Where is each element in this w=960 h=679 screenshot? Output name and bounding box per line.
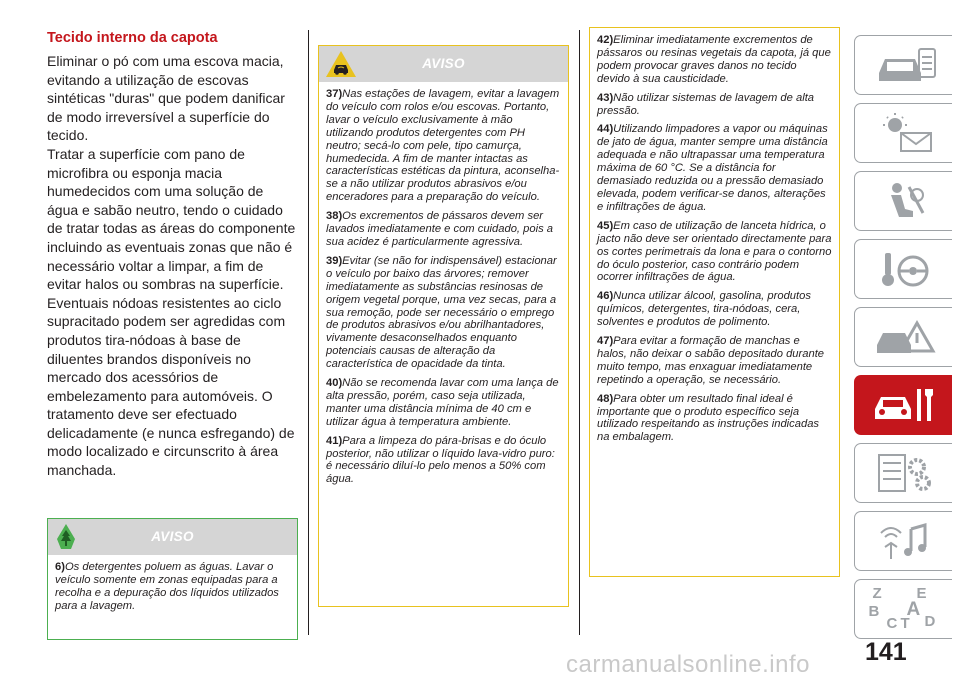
index-letter: B [868, 603, 880, 620]
tab-safety[interactable] [854, 171, 952, 231]
tab-maintenance[interactable] [854, 375, 952, 435]
multimedia-icon [869, 519, 939, 563]
box-title: AVISO [151, 529, 194, 544]
paragraph: Eliminar o pó com uma escova macia, evitando a utilização de escovas sintéticas "duras" que podem danificar de modo irreversível a superfície do tecido. [47, 53, 285, 144]
index-letter: Z [872, 585, 882, 602]
index-letter: E [916, 585, 927, 602]
caution-box-continued [589, 27, 840, 577]
section-title: Tecido interno da capota [47, 30, 218, 46]
car-dashboard-icon [869, 43, 939, 87]
note-item: 46)Nunca utilizar álcool, gasolina, produtos químicos, detergentes, tira-nódoas, cera, solventes e produtos de polimento. [597, 290, 811, 329]
paragraph: Tratar a superfície com pano de microfibra ou esponja macia humedecidos com uma solução de água e sabão neutro, tendo o cuidado de tratar todas as áreas do componente incluindo as eventuais zonas que não é necessário voltar a limpar, a fim de evitar halos ou sombras na superfície. [47, 145, 296, 293]
index-letter: T [900, 615, 910, 632]
note-item: 38)Os excrementos de pássaros devem ser lavados imediatamente e com cuidado, pois a sua acidez é particularmente agressiva. [326, 210, 553, 248]
paragraph: Eventuais nódoas resistentes ao ciclo supracitado podem ser agredidas com produtos tira-nódoas à base de diluentes brandos disponíveis no mercado dos acessórios de embelezamento para automóveis. O tratamento deve ser efectuado delicadamente (e nunca esfregando) de modo localizado e circunscrito à área manchada. [47, 294, 295, 479]
index-letters-icon [869, 585, 939, 633]
note-item: 42)Eliminar imediatamente excrementos de pássaros ou resinas vegetais da capota, já que podem provocar graves danos no tecido devido à sua causticidade. [597, 34, 831, 85]
note-item: 48)Para obter um resultado final ideal é importante que o produto específico seja utilizado respeitando as instruções indicadas na embalagem. [597, 392, 820, 444]
note-item: 45)Em caso de utilização de lanceta hídrica, o jacto não deve ser orientado directamente para os cortes perimetrais da lona e para o contorno do óculo posterior, caso contrário podem ocorrer infiltrações de água. [597, 219, 832, 284]
tab-technical-data[interactable] [854, 443, 952, 503]
note-item: 6)Os detergentes poluem as águas. Lavar o veículo somente em zonas equipadas para a recolha e a depuração dos líquidos utilizados para a lavagem. [55, 561, 279, 612]
note-item: 39)Evitar (se não for indispensável) estacionar o veículo por baixo das árvores; remover imediatamente as substâncias resinosas de origem vegetal porque, uma vez secas, para a sua remoção, pode ser necessário o emprego de produtos abrasivos e/ou abrilhantadores, vivamente desaconselhados enquanto potenciais causas de alteração da característica de opacidade da tinta. [326, 254, 557, 371]
box-header [319, 46, 568, 82]
tab-lights-messages[interactable] [854, 103, 952, 163]
key-steering-wheel-icon [869, 247, 939, 291]
tab-dashboard[interactable] [854, 35, 952, 95]
specs-gears-icon [869, 451, 939, 495]
tab-multimedia[interactable] [854, 511, 952, 571]
caution-box [318, 45, 569, 607]
note-item: 37)Nas estações de lavagem, evitar a lavagem do veículo com rolos e/ou escovas. Portanto, lavar o veículo exclusivamente à mão utilizando produtos detergentes com PH neutro; secá-lo com pele, tipo camurça, humedecida. A fim de manter intactas as características estéticas da pintura, aconselha-se a não utilizar produtos abrasivos e/ou enceradores para a preparação do veículo. [326, 88, 560, 204]
index-letter: A [906, 599, 921, 620]
box-title: AVISO [422, 56, 465, 71]
index-letter: D [924, 613, 936, 630]
environment-warning-box [47, 518, 298, 640]
tab-emergency[interactable] [854, 307, 952, 367]
index-letter: C [886, 615, 898, 632]
page-number: 141 [865, 638, 907, 666]
note-item: 44)Utilizando limpadores a vapor ou máquinas de jato de água, manter sempre uma distância adequada e não ultrapassar uma temperatura máxima de 60 °C. Se a distância for demasiado reduzida ou a pressão demasiado elevada, podem verificar-se danos, alterações e infiltrações de água. [597, 123, 828, 213]
note-item: 40)Não se recomenda lavar com uma lança de alta pressão, porém, caso seja utilizada, manter uma distância mínima de 40 cm e utilizar água à temperatura ambiente. [326, 377, 559, 428]
column-divider [308, 30, 309, 635]
watermark: carmanualsonline.info [566, 651, 810, 678]
note-item: 43)Não utilizar sistemas de lavagem de alta pressão. [597, 91, 815, 117]
tab-starting-driving[interactable] [854, 239, 952, 299]
box-header [48, 519, 297, 555]
lights-envelope-icon [869, 111, 939, 155]
tab-index[interactable] [854, 579, 952, 639]
airbag-seat-icon [869, 179, 939, 223]
note-item: 47)Para evitar a formação de manchas e halos, não deixar o sabão depositado durante muito tempo, mas enxaguar imediatamente repetindo a operação, se necessário. [597, 335, 825, 386]
column-divider [579, 30, 580, 635]
car-wrench-icon [869, 383, 939, 427]
section-column [47, 30, 297, 480]
car-warning-triangle-icon [869, 315, 939, 359]
chapter-tabs [854, 35, 952, 647]
note-item: 41)Para a limpeza do pára-brisas e do óculo posterior, não utilizar o líquido lava-vidro puro: é necessário diluí-lo pelo menos a 50% com água. [326, 434, 555, 486]
